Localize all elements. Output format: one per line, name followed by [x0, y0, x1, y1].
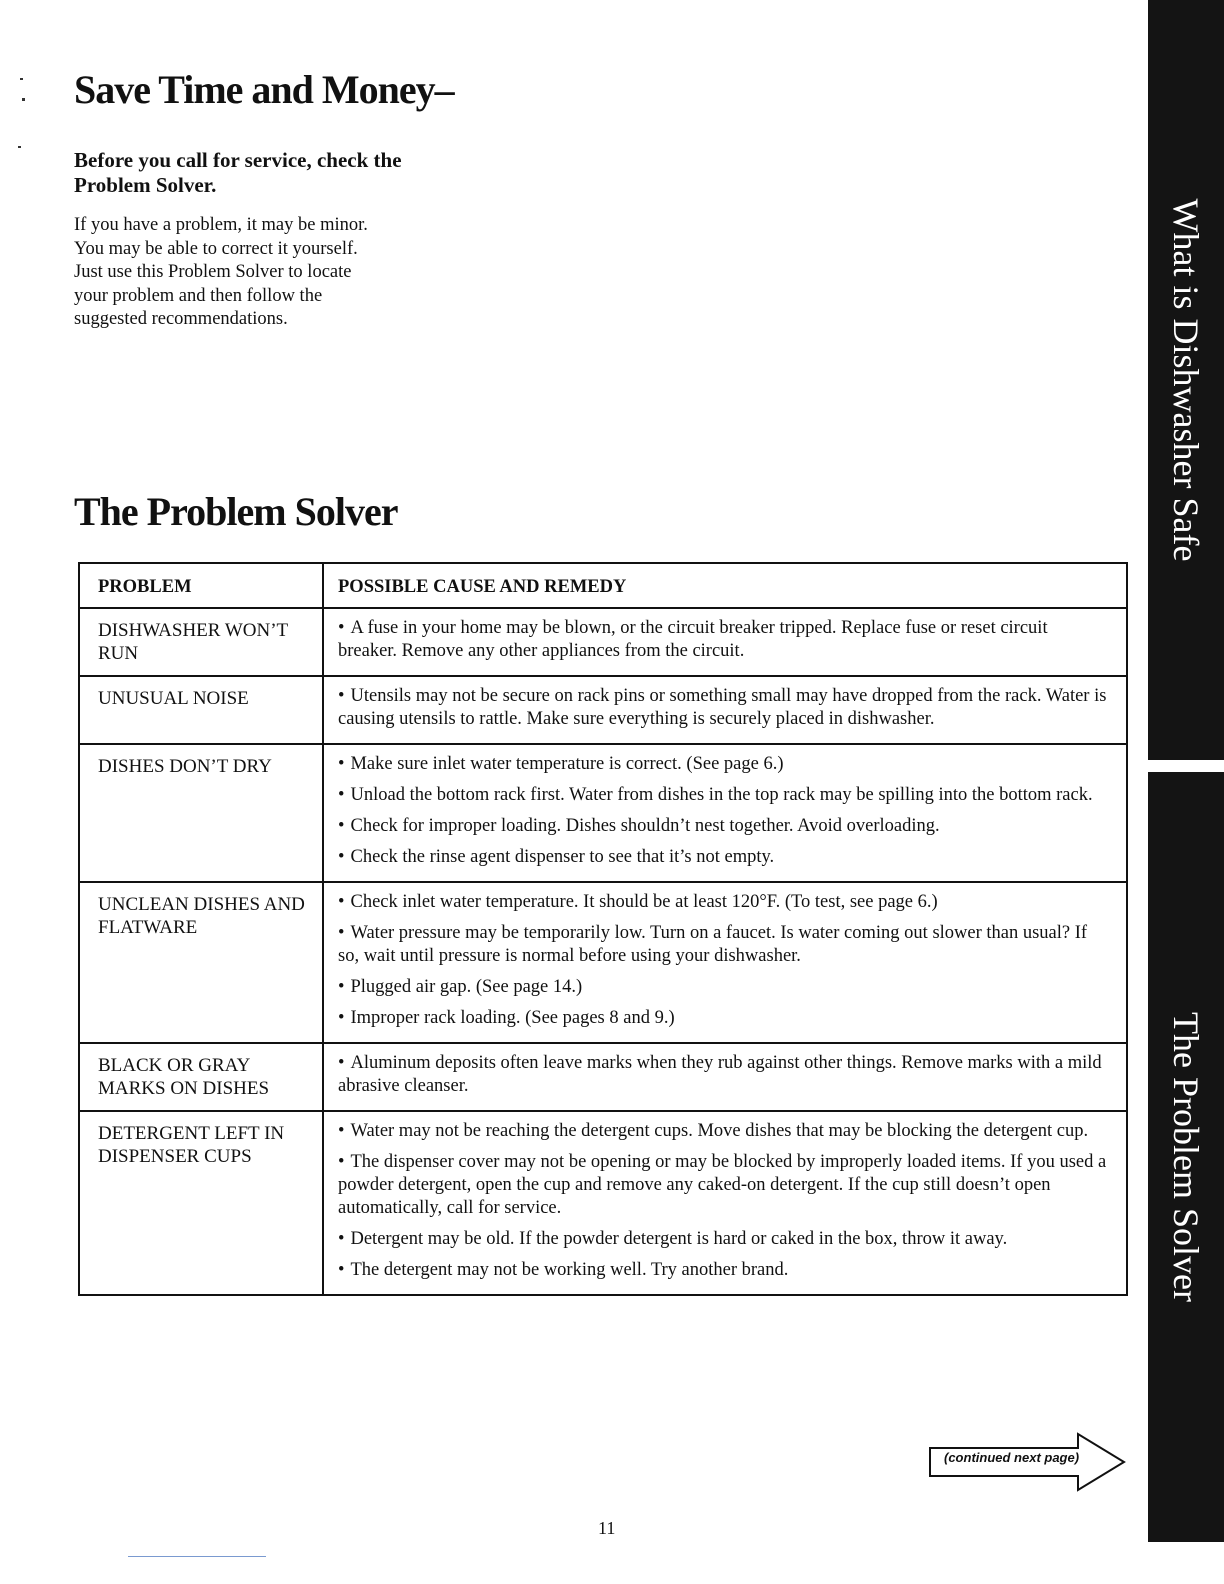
intro-paragraph: If you have a problem, it may be minor. You may be able to correct it yourself. Just use this Problem Solver to locate your problem and then follow the suggested recommendations. — [74, 215, 368, 329]
side-tab-dishwasher-safe[interactable] — [1148, 0, 1224, 760]
table-row — [80, 743, 1126, 881]
remedy-text: Check for improper loading. Dishes shouldn’t nest together. Avoid overloading. — [350, 816, 940, 836]
bullet-icon: • — [338, 923, 345, 943]
table-row — [80, 607, 1126, 675]
remedy-item — [338, 1120, 1110, 1143]
remedy-item — [338, 976, 1110, 999]
problem-solver-title: The Problem Solver — [74, 489, 398, 534]
remedy-cell — [324, 745, 1126, 881]
remedy-cell — [324, 609, 1126, 675]
remedy-item — [338, 1228, 1110, 1251]
bullet-icon: • — [338, 618, 345, 638]
remedy-cell — [324, 677, 1126, 743]
bullet-icon: • — [338, 754, 345, 774]
remedy-item — [338, 685, 1110, 731]
remedy-item — [338, 784, 1110, 807]
remedy-item — [338, 1052, 1110, 1098]
remedy-text: Plugged air gap. (See page 14.) — [350, 977, 583, 997]
remedy-text: Aluminum deposits often leave marks when they rub against other things. Remove marks with a mild abrasive cleanser. — [338, 1053, 1102, 1096]
remedy-item — [338, 753, 1110, 776]
remedy-text: Utensils may not be secure on rack pins or something small may have dropped from the rack. Water is causing utensils to rattle. Make sure everything is securely placed in dishwasher. — [338, 686, 1107, 729]
remedy-text: Check inlet water temperature. It should be at least 120°F. (To test, see page 6.) — [350, 892, 938, 912]
bullet-icon: • — [338, 1121, 345, 1141]
margin-mark — [22, 98, 25, 101]
remedy-cell — [324, 1112, 1126, 1294]
remedy-text: The detergent may not be working well. Try another brand. — [350, 1260, 789, 1280]
bullet-icon: • — [338, 892, 345, 912]
bullet-icon: • — [338, 1008, 345, 1028]
table-body — [80, 607, 1126, 1294]
table-row — [80, 881, 1126, 1042]
problem-cell: DISHES DON’T DRY — [80, 745, 324, 881]
remedy-text: A fuse in your home may be blown, or the circuit breaker tripped. Replace fuse or reset circuit breaker. Remove any other appliances from the circuit. — [338, 618, 1048, 661]
footer-divider — [128, 1556, 266, 1557]
bullet-icon: • — [338, 1229, 345, 1249]
remedy-text: Water pressure may be temporarily low. Turn on a faucet. Is water coming out slower than usual? If so, wait until pressure is normal before using your dishwasher. — [338, 923, 1088, 966]
problem-cell: UNUSUAL NOISE — [80, 677, 324, 743]
bullet-icon: • — [338, 977, 345, 997]
table-row — [80, 1042, 1126, 1110]
table-header-row — [80, 564, 1126, 607]
remedy-item — [338, 846, 1110, 869]
bullet-icon: • — [338, 1152, 345, 1172]
remedy-item — [338, 1259, 1110, 1282]
bullet-icon: • — [338, 847, 345, 867]
page-number: 11 — [598, 1518, 616, 1538]
continued-next-page[interactable] — [928, 1432, 1128, 1492]
problem-cell: UNCLEAN DISHES AND FLATWARE — [80, 883, 324, 1042]
remedy-item — [338, 617, 1110, 663]
continued-label: (continued next page) — [944, 1450, 1080, 1465]
remedy-text: Detergent may be old. If the powder detergent is hard or caked in the box, throw it away. — [350, 1229, 1008, 1249]
side-tab-problem-solver[interactable] — [1148, 772, 1224, 1542]
side-tab-label: What is Dishwasher Safe — [1166, 198, 1206, 562]
remedy-cell — [324, 883, 1126, 1042]
problem-cell: DETERGENT LEFT IN DISPENSER CUPS — [80, 1112, 324, 1294]
margin-mark — [18, 146, 21, 148]
problem-cell: DISHWASHER WON’T RUN — [80, 609, 324, 675]
problem-cell: BLACK OR GRAY MARKS ON DISHES — [80, 1044, 324, 1110]
remedy-text: Water may not be reaching the detergent cups. Move dishes that may be blocking the detergent cup. — [350, 1121, 1089, 1141]
bullet-icon: • — [338, 1053, 345, 1073]
bullet-icon: • — [338, 686, 345, 706]
problem-solver-table — [78, 562, 1128, 1296]
remedy-text: Unload the bottom rack first. Water from dishes in the top rack may be spilling into the bottom rack. — [350, 785, 1093, 805]
page-title: Save Time and Money– — [74, 67, 454, 112]
bullet-icon: • — [338, 1260, 345, 1280]
remedy-item — [338, 922, 1110, 968]
subtitle: Before you call for service, check the Problem Solver. — [74, 148, 402, 197]
remedy-item — [338, 1151, 1110, 1220]
remedy-text: Check the rinse agent dispenser to see that it’s not empty. — [350, 847, 775, 867]
column-header-problem: PROBLEM — [80, 564, 324, 607]
remedy-text: Make sure inlet water temperature is correct. (See page 6.) — [350, 754, 784, 774]
column-header-remedy: POSSIBLE CAUSE AND REMEDY — [338, 577, 627, 597]
remedy-item — [338, 891, 1110, 914]
bullet-icon: • — [338, 816, 345, 836]
remedy-text: Improper rack loading. (See pages 8 and 9.) — [350, 1008, 675, 1028]
margin-mark — [20, 78, 23, 80]
remedy-item — [338, 815, 1110, 838]
remedy-cell — [324, 1044, 1126, 1110]
bullet-icon: • — [338, 785, 345, 805]
remedy-text: The dispenser cover may not be opening or may be blocked by improperly loaded items. If you used a powder detergent, open the cup and remove any caked-on detergent. If the cup still doesn’t open automatically, call for service. — [338, 1152, 1107, 1218]
remedy-item — [338, 1007, 1110, 1030]
table-row — [80, 675, 1126, 743]
side-tab-label: The Problem Solver — [1166, 1012, 1206, 1302]
table-row — [80, 1110, 1126, 1294]
